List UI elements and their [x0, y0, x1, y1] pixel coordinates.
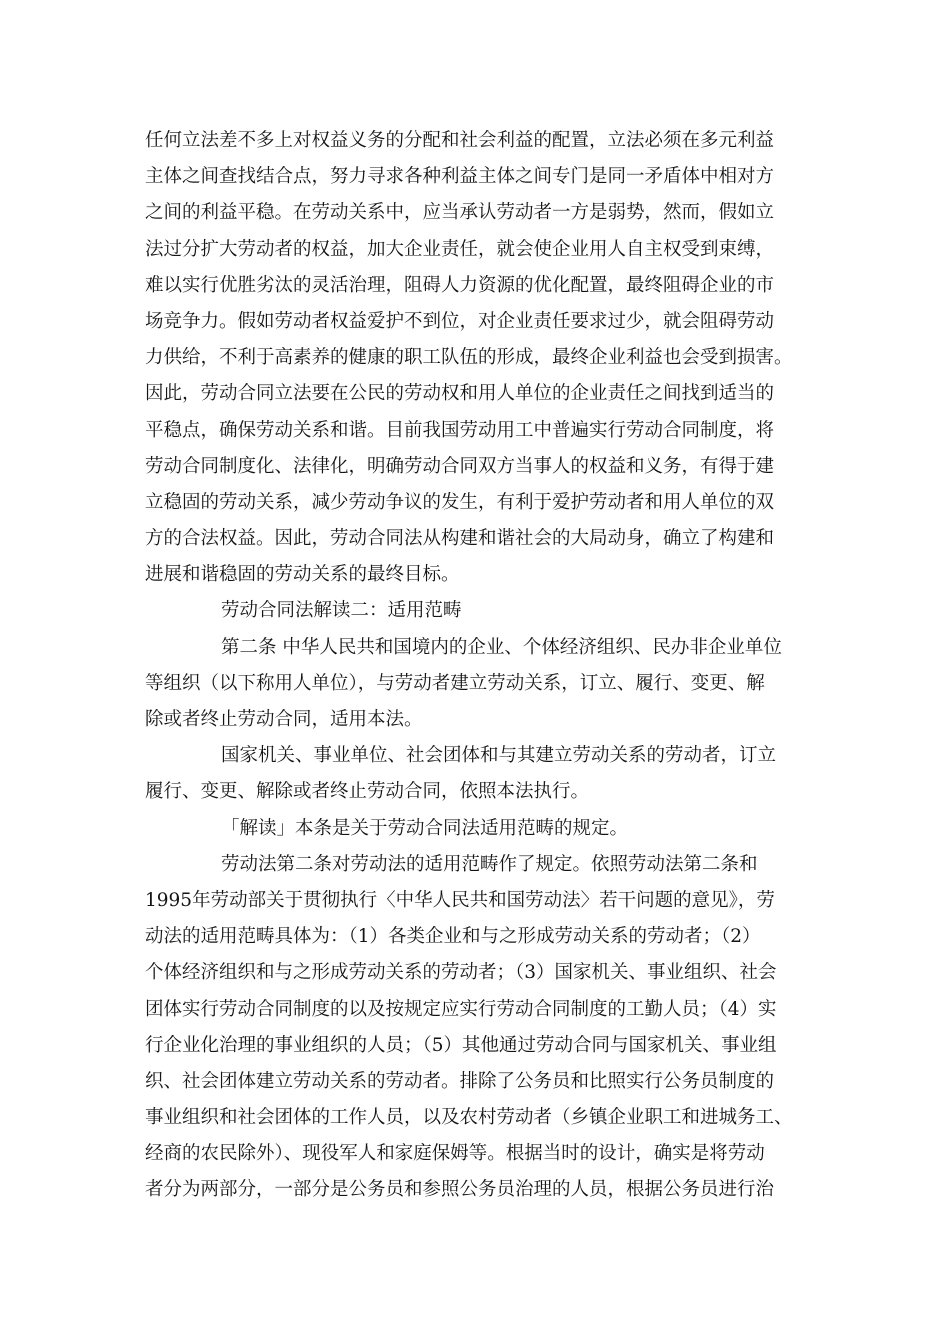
text-line: 团体实行劳动合同制度的以及按规定应实行劳动合同制度的工勤人员；（4）实 — [145, 998, 777, 1020]
text-line: 个体经济组织和与之形成劳动关系的劳动者；（3）国家机关、事业组织、社会 — [145, 962, 777, 984]
text-line: 经商的农民除外）、现役军人和家庭保姆等。根据当时的设计，确实是将劳动 — [145, 1143, 765, 1165]
paragraph-start-line: 「解读」本条是关于劳动合同法适用范畴的规定。 — [221, 817, 629, 839]
document-body — [145, 123, 815, 1209]
paragraph-start-line: 劳动合同法解读二：适用范畴 — [221, 600, 462, 622]
text-line: 法过分扩大劳动者的权益，加大企业责任，就会使企业用人自主权受到束缚， — [145, 238, 775, 260]
text-line: 1995年劳动部关于贯彻执行〈中华人民共和国劳动法〉若干问题的意见》，劳 — [145, 889, 775, 911]
text-line: 事业组织和社会团体的工作人员，以及农村劳动者（乡镇企业职工和进城务工、 — [145, 1107, 793, 1129]
text-line: 劳动合同制度化、法律化，明确劳动合同双方当事人的权益和义务，有得于建 — [145, 455, 775, 477]
text-line: 除或者终止劳动合同，适用本法。 — [145, 709, 423, 730]
text-line: 动法的适用范畴具体为：（1）各类企业和与之形成劳动关系的劳动者；（2） — [145, 926, 761, 948]
text-line: 任何立法差不多上对权益义务的分配和社会利益的配置，立法必须在多元利益 — [145, 130, 775, 151]
text-line: 进展和谐稳固的劳动关系的最终目标。 — [145, 564, 460, 586]
text-line: 力供给，不利于高素养的健康的职工队伍的形成，最终企业利益也会受到损害。 — [145, 347, 793, 369]
text-line: 平稳点，确保劳动关系和谐。目前我国劳动用工中普遍实行劳动合同制度，将 — [145, 419, 775, 441]
text-line: 主体之间查找结合点，努力寻求各种利益主体之间专门是同一矛盾体中相对方 — [145, 166, 775, 188]
text-line: 立稳固的劳动关系，减少劳动争议的发生，有利于爱护劳动者和用人单位的双 — [145, 491, 775, 513]
text-line: 者分为两部分，一部分是公务员和参照公务员治理的人员，根据公务员进行治 — [145, 1179, 775, 1201]
text-line: 场竞争力。假如劳动者权益爱护不到位，对企业责任要求过少，就会阻碍劳动 — [145, 310, 775, 332]
text-line: 方的合法权益。因此，劳动合同法从构建和谐社会的大局动身，确立了构建和 — [145, 528, 775, 550]
text-line: 履行、变更、解除或者终止劳动合同，依照本法执行。 — [145, 781, 590, 803]
text-line: 等组织（以下称用人单位），与劳动者建立劳动关系，订立、履行、变更、解 — [145, 672, 765, 694]
text-line: 行企业化治理的事业组织的人员；（5）其他通过劳动合同与国家机关、事业组 — [145, 1034, 777, 1056]
paragraph-start-line: 劳动法第二条对劳动法的适用范畴作了规定。依照劳动法第二条和 — [221, 853, 758, 875]
text-line: 之间的利益平稳。在劳动关系中，应当承认劳动者一方是弱势，然而，假如立 — [145, 202, 775, 224]
paragraph-start-line: 国家机关、事业单位、社会团体和与其建立劳动关系的劳动者，订立 — [221, 745, 777, 767]
text-line: 因此，劳动合同立法要在公民的劳动权和用人单位的企业责任之间找到适当的 — [145, 383, 775, 405]
text-line: 织、社会团体建立劳动关系的劳动者。排除了公务员和比照实行公务员制度的 — [145, 1070, 775, 1092]
text-line: 难以实行优胜劣汰的灵活治理，阻碍人力资源的优化配置，最终阻碍企业的市 — [145, 274, 775, 296]
paragraph-start-line: 第二条 中华人民共和国境内的企业、个体经济组织、民办非企业单位 — [221, 636, 782, 658]
